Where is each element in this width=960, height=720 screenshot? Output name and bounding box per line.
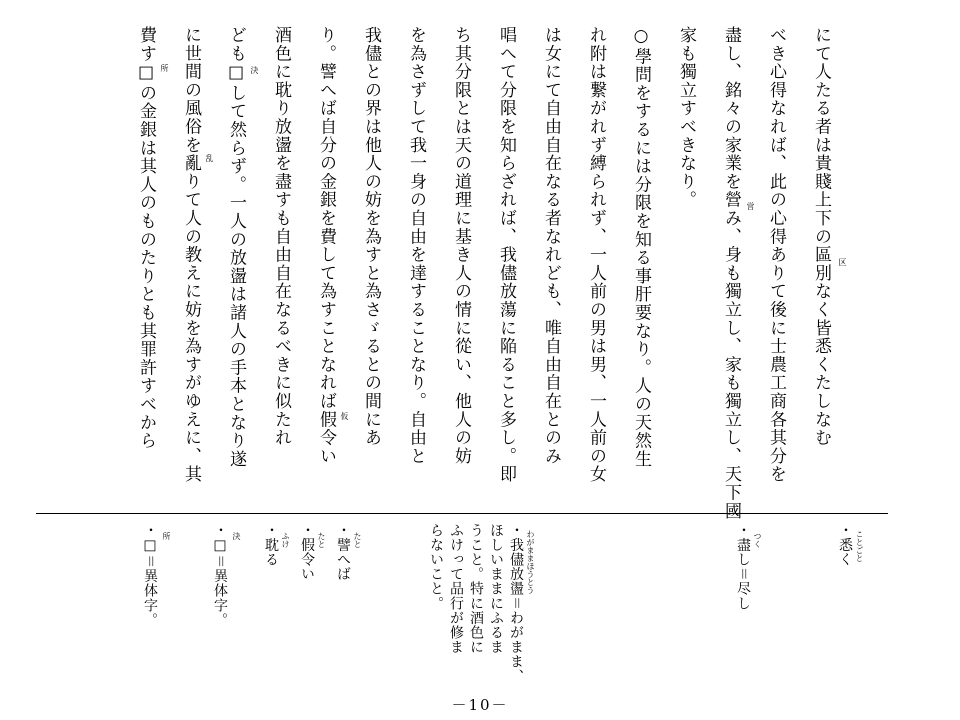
ruby-ei: 営	[746, 202, 755, 210]
main-line-16: 費す□の金銀は其人のものたりとも其罪許すべから	[136, 26, 156, 450]
note-5-ruby: たと	[317, 532, 326, 548]
page-number: －10－	[451, 696, 509, 714]
note-3-cont-4: らないこと。	[428, 523, 444, 611]
note-1-ruby: ことごと	[855, 530, 864, 562]
note-6: ・耽る	[263, 523, 279, 567]
ruby-ketsu: 決	[250, 66, 259, 74]
main-line-3: 盡し、銘々の家業を營み、身も獨立し、家も獨立し、天下國	[721, 26, 741, 521]
main-line-12: り。譬へば自分の金銀を費して為すことなれば假令い	[316, 26, 336, 466]
note-3: ・我儘放盪＝わがまま、	[508, 523, 524, 684]
note-4: ・譬へば	[335, 523, 351, 582]
main-line-8: 唱へて分限を知らざれば、我儘放蕩に陥ること多し。即	[496, 26, 516, 484]
note-3-cont-1: ほしいままにふるま	[488, 523, 504, 655]
note-5: ・假令い	[299, 523, 315, 582]
main-line-15: に世間の風俗を亂りて人の教えに妨を為すがゆえに、其	[181, 26, 201, 484]
note-3-cont-2: うこと。特に酒色に	[468, 523, 484, 655]
note-8: ・□＝異体字。	[142, 523, 158, 628]
main-line-7: は女にて自由自在なる者なれども、唯自由自在とのみ	[541, 26, 561, 466]
note-7-ruby: 決	[232, 532, 241, 540]
ruby-sho: 所	[160, 64, 169, 72]
note-8-ruby: 所	[162, 532, 171, 540]
ruby-ku: 区	[838, 258, 847, 266]
main-line-4: 家も獨立すべきなり。	[676, 26, 696, 209]
note-6-ruby: ふけ	[281, 532, 290, 548]
main-line-6: れ附は繋がれず縛られず、一人前の男は男、一人前の女	[586, 26, 606, 484]
ruby-kari: 仮	[340, 412, 349, 420]
notes-divider	[36, 513, 888, 514]
note-4-ruby: たと	[353, 532, 362, 548]
note-2-ruby: つく	[753, 532, 762, 548]
main-line-5: ○學問をするには分限を知る事肝要なり。人の天然生	[631, 26, 651, 469]
main-line-2: べき心得なれば、此の心得ありて後に士農工商各其分を	[766, 26, 786, 484]
ruby-ran: 乱	[205, 154, 214, 162]
note-1: ・悉く	[837, 523, 853, 567]
main-line-13: 酒色に耽り放盪を盡すも自由自在なるべきに似たれ	[271, 26, 291, 447]
note-3-cont-3: ふけって品行が修ま	[448, 523, 464, 655]
note-3-ruby: わがままほうとう	[526, 530, 535, 594]
note-2: ・盡し＝尽し	[735, 523, 751, 611]
main-line-1: にて人たる者は貴賤上下の區別なく皆悉くたしなむ	[811, 26, 831, 447]
main-line-11: 我儘との界は他人の妨を為すと為さゞるとの間にあ	[361, 26, 381, 447]
main-line-9: ち其分限とは天の道理に基き人の情に從い、他人の妨	[451, 26, 471, 466]
main-line-10: を為さずして我一身の自由を達することなり。自由と	[406, 26, 426, 466]
main-line-14: ども□して然らず。一人の放盪は諸人の手本となり遂	[226, 26, 246, 469]
note-7: ・□＝異体字。	[212, 523, 228, 628]
